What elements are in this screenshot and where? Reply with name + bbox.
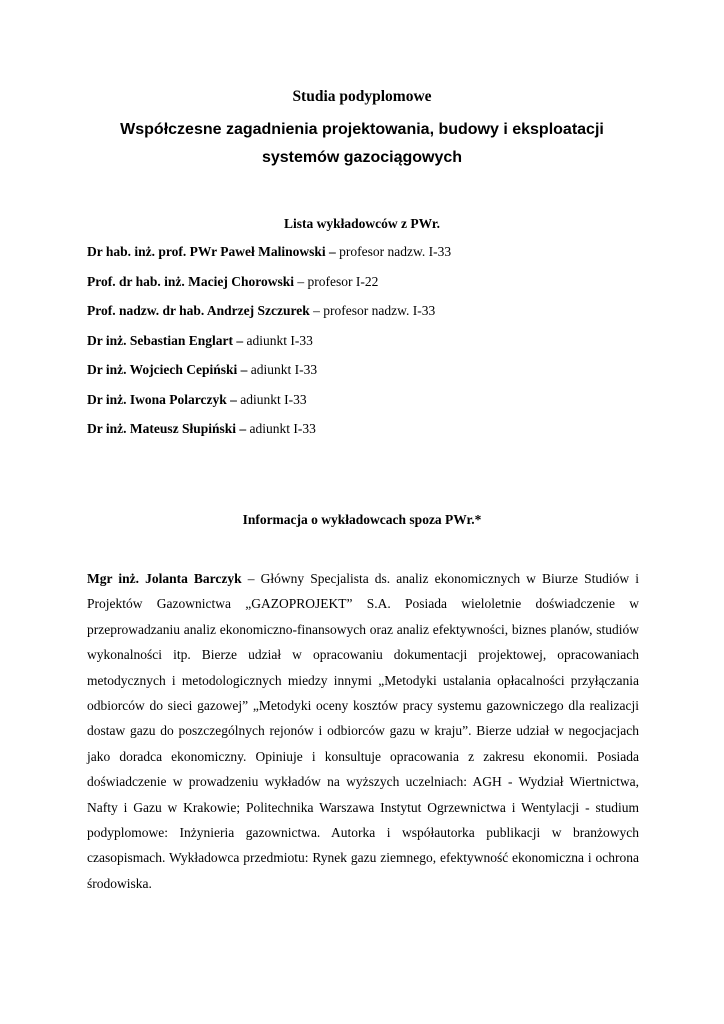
internal-lecturers-heading: Lista wykładowców z PWr. [283, 216, 440, 231]
lecturer-role: profesor nadzw. I-33 [335, 244, 452, 259]
bio-text: – Główny Specjalista ds. analiz ekonomicznych w Biurze Studiów i Projektów Gazownictwa „GAZOPROJEKT” S.A. Posiada wieloletnie doświadczenie w przeprowadzaniu analiz ekonomiczno-finansowych oraz analiz efektywności, biznes planów, studiów wykonalności itp. Bierze udział w opracowaniu dokumentacji projektowej, opracowaniach metodycznych i metodologicznych miedzy innymi „Metodyki ustalania opłacalności przyłączania odbiorców do sieci gazowej” „Metodyki oceny kosztów pracy systemu gazowniczego dla realizacji dostaw gazu do poszczególnych rejonów i odbiorców gazu w kraju”. Bierze udział w negocjacjach jako doradca ekonomiczny. Opiniuje i konsultuje opracowania z zakresu ekonomii. Posiada doświadczenie w prowadzeniu wykładów na wyższych uczelniach: AGH - Wydział Wiertnictwa, Nafty i Gazu w Krakowie; Politechnika Warszawa Instytut Ogrzewnictwa i Wentylacji - studium podyplomowe: Inżynieria gazownictwa. Autorka i współautorka publikacji w branżowych czasopismach. Wykładowca przedmiotu: Rynek gazu ziemnego, efektywność ekonomiczna i ochrona środowiska. [87, 571, 639, 891]
lecturer-item [87, 419, 647, 449]
lecturer-item [87, 301, 647, 331]
program-title [0, 116, 724, 172]
lecturer-role: – profesor nadzw. I-33 [309, 303, 436, 318]
lecturer-name: Dr inż. Iwona Polarczyk – [87, 391, 237, 407]
external-lecturers-heading: Informacja o wykładowcach spoza PWr.* [242, 512, 482, 527]
lecturer-role: adiunkt I-33 [236, 391, 307, 407]
lecturer-name: Prof. dr hab. inż. Maciej Chorowski [87, 273, 295, 289]
program-title-line-1: Współczesne zagadnienia projektowania, budowy i eksploatacji [120, 121, 604, 138]
lecturer-name: Dr inż. Mateusz Słupiński – [87, 421, 247, 436]
lecturer-name: Dr inż. Sebastian Englart – [87, 332, 244, 348]
internal-lecturers-list [87, 242, 647, 449]
lecturer-name: Dr inż. Wojciech Cepiński – [87, 362, 248, 377]
program-type-heading: Studia podyplomowe [292, 88, 432, 105]
lecturer-role: adiunkt I-33 [243, 332, 313, 348]
bio-lecturer-name: Mgr inż. Jolanta Barczyk [87, 571, 242, 586]
lecturer-role: – profesor I-22 [294, 273, 379, 289]
lecturer-item [87, 272, 647, 302]
lecturer-item [87, 360, 647, 390]
lecturer-name: Prof. nadzw. dr hab. Andrzej Szczurek [87, 303, 310, 318]
lecturer-item [87, 390, 647, 420]
lecturer-item [87, 331, 647, 361]
lecturer-role: adiunkt I-33 [247, 362, 318, 377]
program-title-line-2: systemów gazociągowych [261, 149, 463, 166]
external-lecturer-bio [87, 566, 639, 896]
lecturer-item [87, 242, 647, 272]
lecturer-role: adiunkt I-33 [246, 421, 316, 436]
lecturer-name: Dr hab. inż. prof. PWr Paweł Malinowski – [87, 244, 336, 259]
